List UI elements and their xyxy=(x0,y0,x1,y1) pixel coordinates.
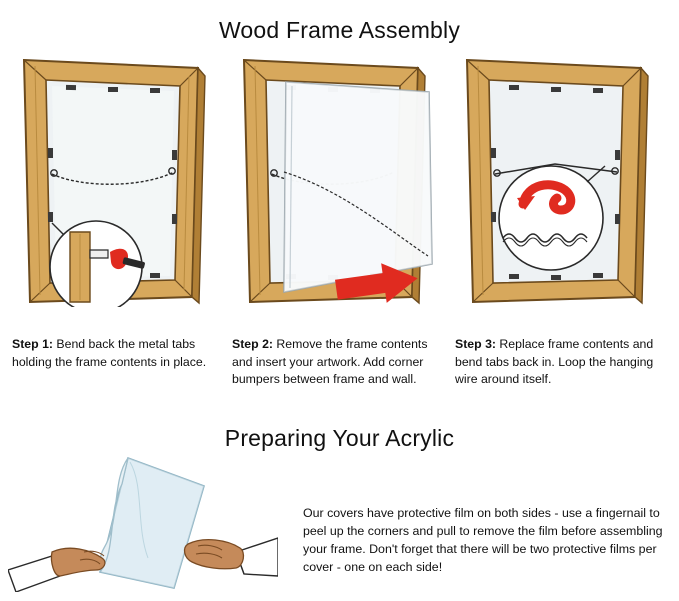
step-3-illustration xyxy=(455,52,655,307)
step-2-text: Remove the frame contents and insert your artwork. Add corner bumpers between frame and wall. xyxy=(232,337,428,387)
acrylic-instructions-text: Our covers have protective film on both sides - use a fingernail to peel up the corners and pull to remove the film before assembling your frame. Don't forget that there will be two protective films per cover - one on each side! xyxy=(303,506,663,575)
step-1 xyxy=(12,52,212,369)
step-1-label: Step 1: xyxy=(12,337,53,352)
wood-frame-assembly-title: Wood Frame Assembly xyxy=(218,17,461,44)
step-1-caption xyxy=(12,336,218,371)
step-3-text: Replace frame contents and bend tabs back in. Loop the hanging wire around itself. xyxy=(455,337,654,387)
steps-row xyxy=(0,52,679,387)
step-1-text: Bend back the metal tabs holding the frame contents in place. xyxy=(12,337,207,369)
preparing-acrylic-title: Preparing Your Acrylic xyxy=(224,425,455,452)
step-3-caption xyxy=(455,336,661,389)
step-3-label: Step 3: xyxy=(455,337,496,352)
step-2-caption xyxy=(232,336,438,389)
step-3 xyxy=(455,52,655,387)
step-1-illustration xyxy=(12,52,212,307)
step-2-label: Step 2: xyxy=(232,337,273,352)
step-2 xyxy=(232,52,432,387)
acrylic-peel-illustration xyxy=(8,452,278,592)
acrylic-row xyxy=(0,452,679,592)
step-2-illustration xyxy=(232,52,432,307)
